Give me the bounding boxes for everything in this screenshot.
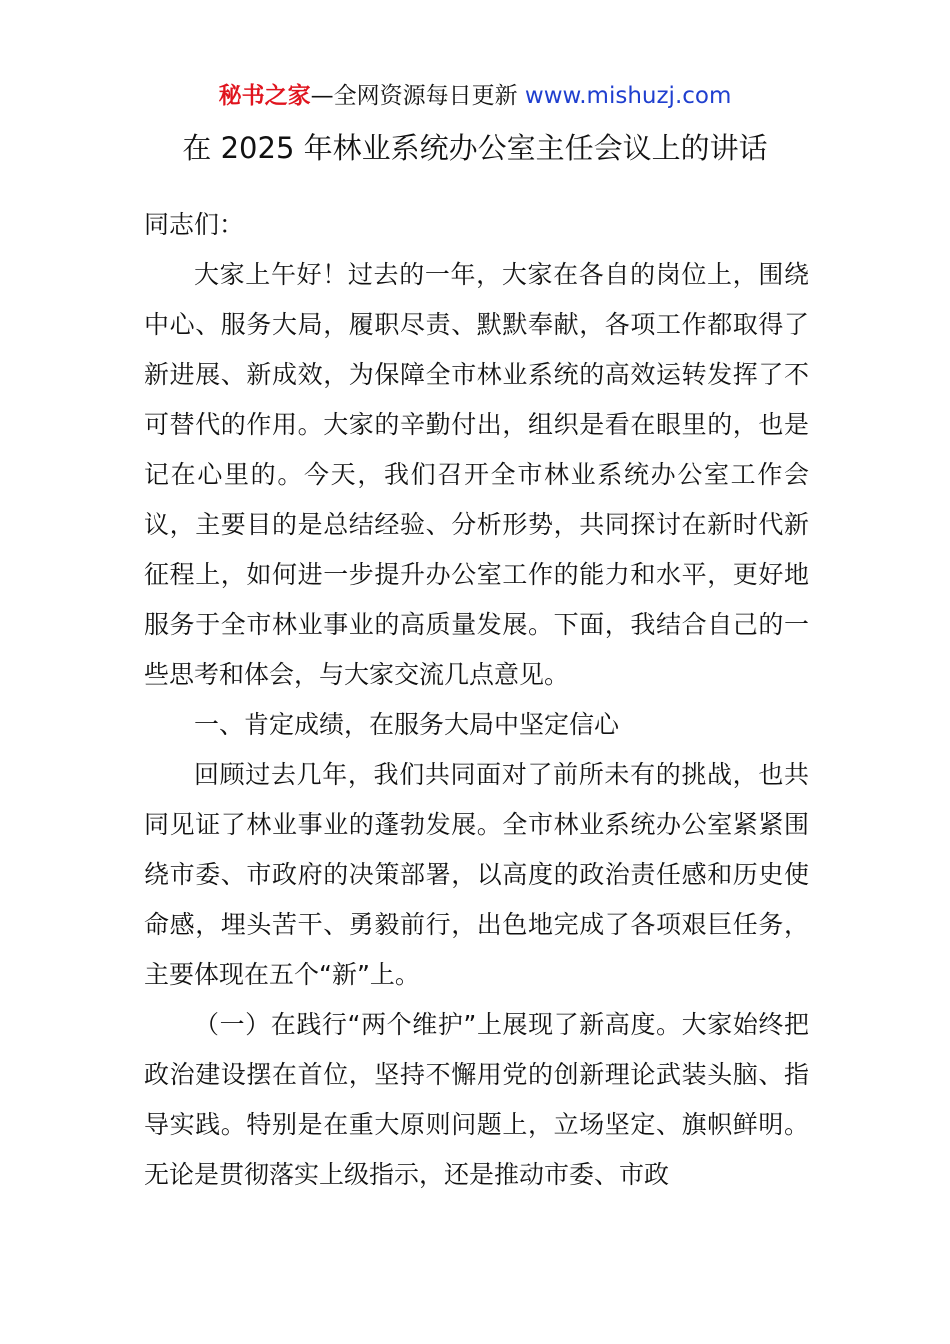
document-body (144, 200, 809, 1200)
site-url-link[interactable]: www.mishuzj.com (524, 83, 732, 109)
paragraph-point-1: （一）在践行“两个维护”上展现了新高度。大家始终把政治建设摆在首位，坚持不懈用党的创新理论武装头脑、指导实践。特别是在重大原则问题上，立场坚定、旗帜鲜明。无论是贯彻落实上级指示，还是推动市委、市政 (144, 1010, 809, 1189)
site-header (0, 80, 950, 112)
brand-name: 秘书之家 (218, 83, 311, 109)
section-heading-1: 一、肯定成绩，在服务大局中坚定信心 (194, 710, 620, 739)
salutation: 同志们： (144, 210, 245, 239)
paragraph-review: 回顾过去几年，我们共同面对了前所未有的挑战，也共同见证了林业事业的蓬勃发展。全市林业系统办公室紧紧围绕市委、市政府的决策部署，以高度的政治责任感和历史使命感，埋头苦干、勇毅前行，出色地完成了各项艰巨任务，主要体现在五个“新”上。 (144, 760, 809, 989)
document-title: 在 2025 年林业系统办公室主任会议上的讲话 (182, 131, 768, 165)
header-tagline: —全网资源每日更新 (310, 83, 525, 109)
paragraph-intro: 大家上午好！过去的一年，大家在各自的岗位上，围绕中心、服务大局，履职尽责、默默奉献，各项工作都取得了新进展、新成效，为保障全市林业系统的高效运转发挥了不可替代的作用。大家的辛勤付出，组织是看在眼里的，也是记在心里的。今天，我们召开全市林业系统办公室工作会议，主要目的是总结经验、分析形势，共同探讨在新时代新征程上，如何进一步提升办公室工作的能力和水平，更好地服务于全市林业事业的高质量发展。下面，我结合自己的一些思考和体会，与大家交流几点意见。 (144, 260, 809, 689)
